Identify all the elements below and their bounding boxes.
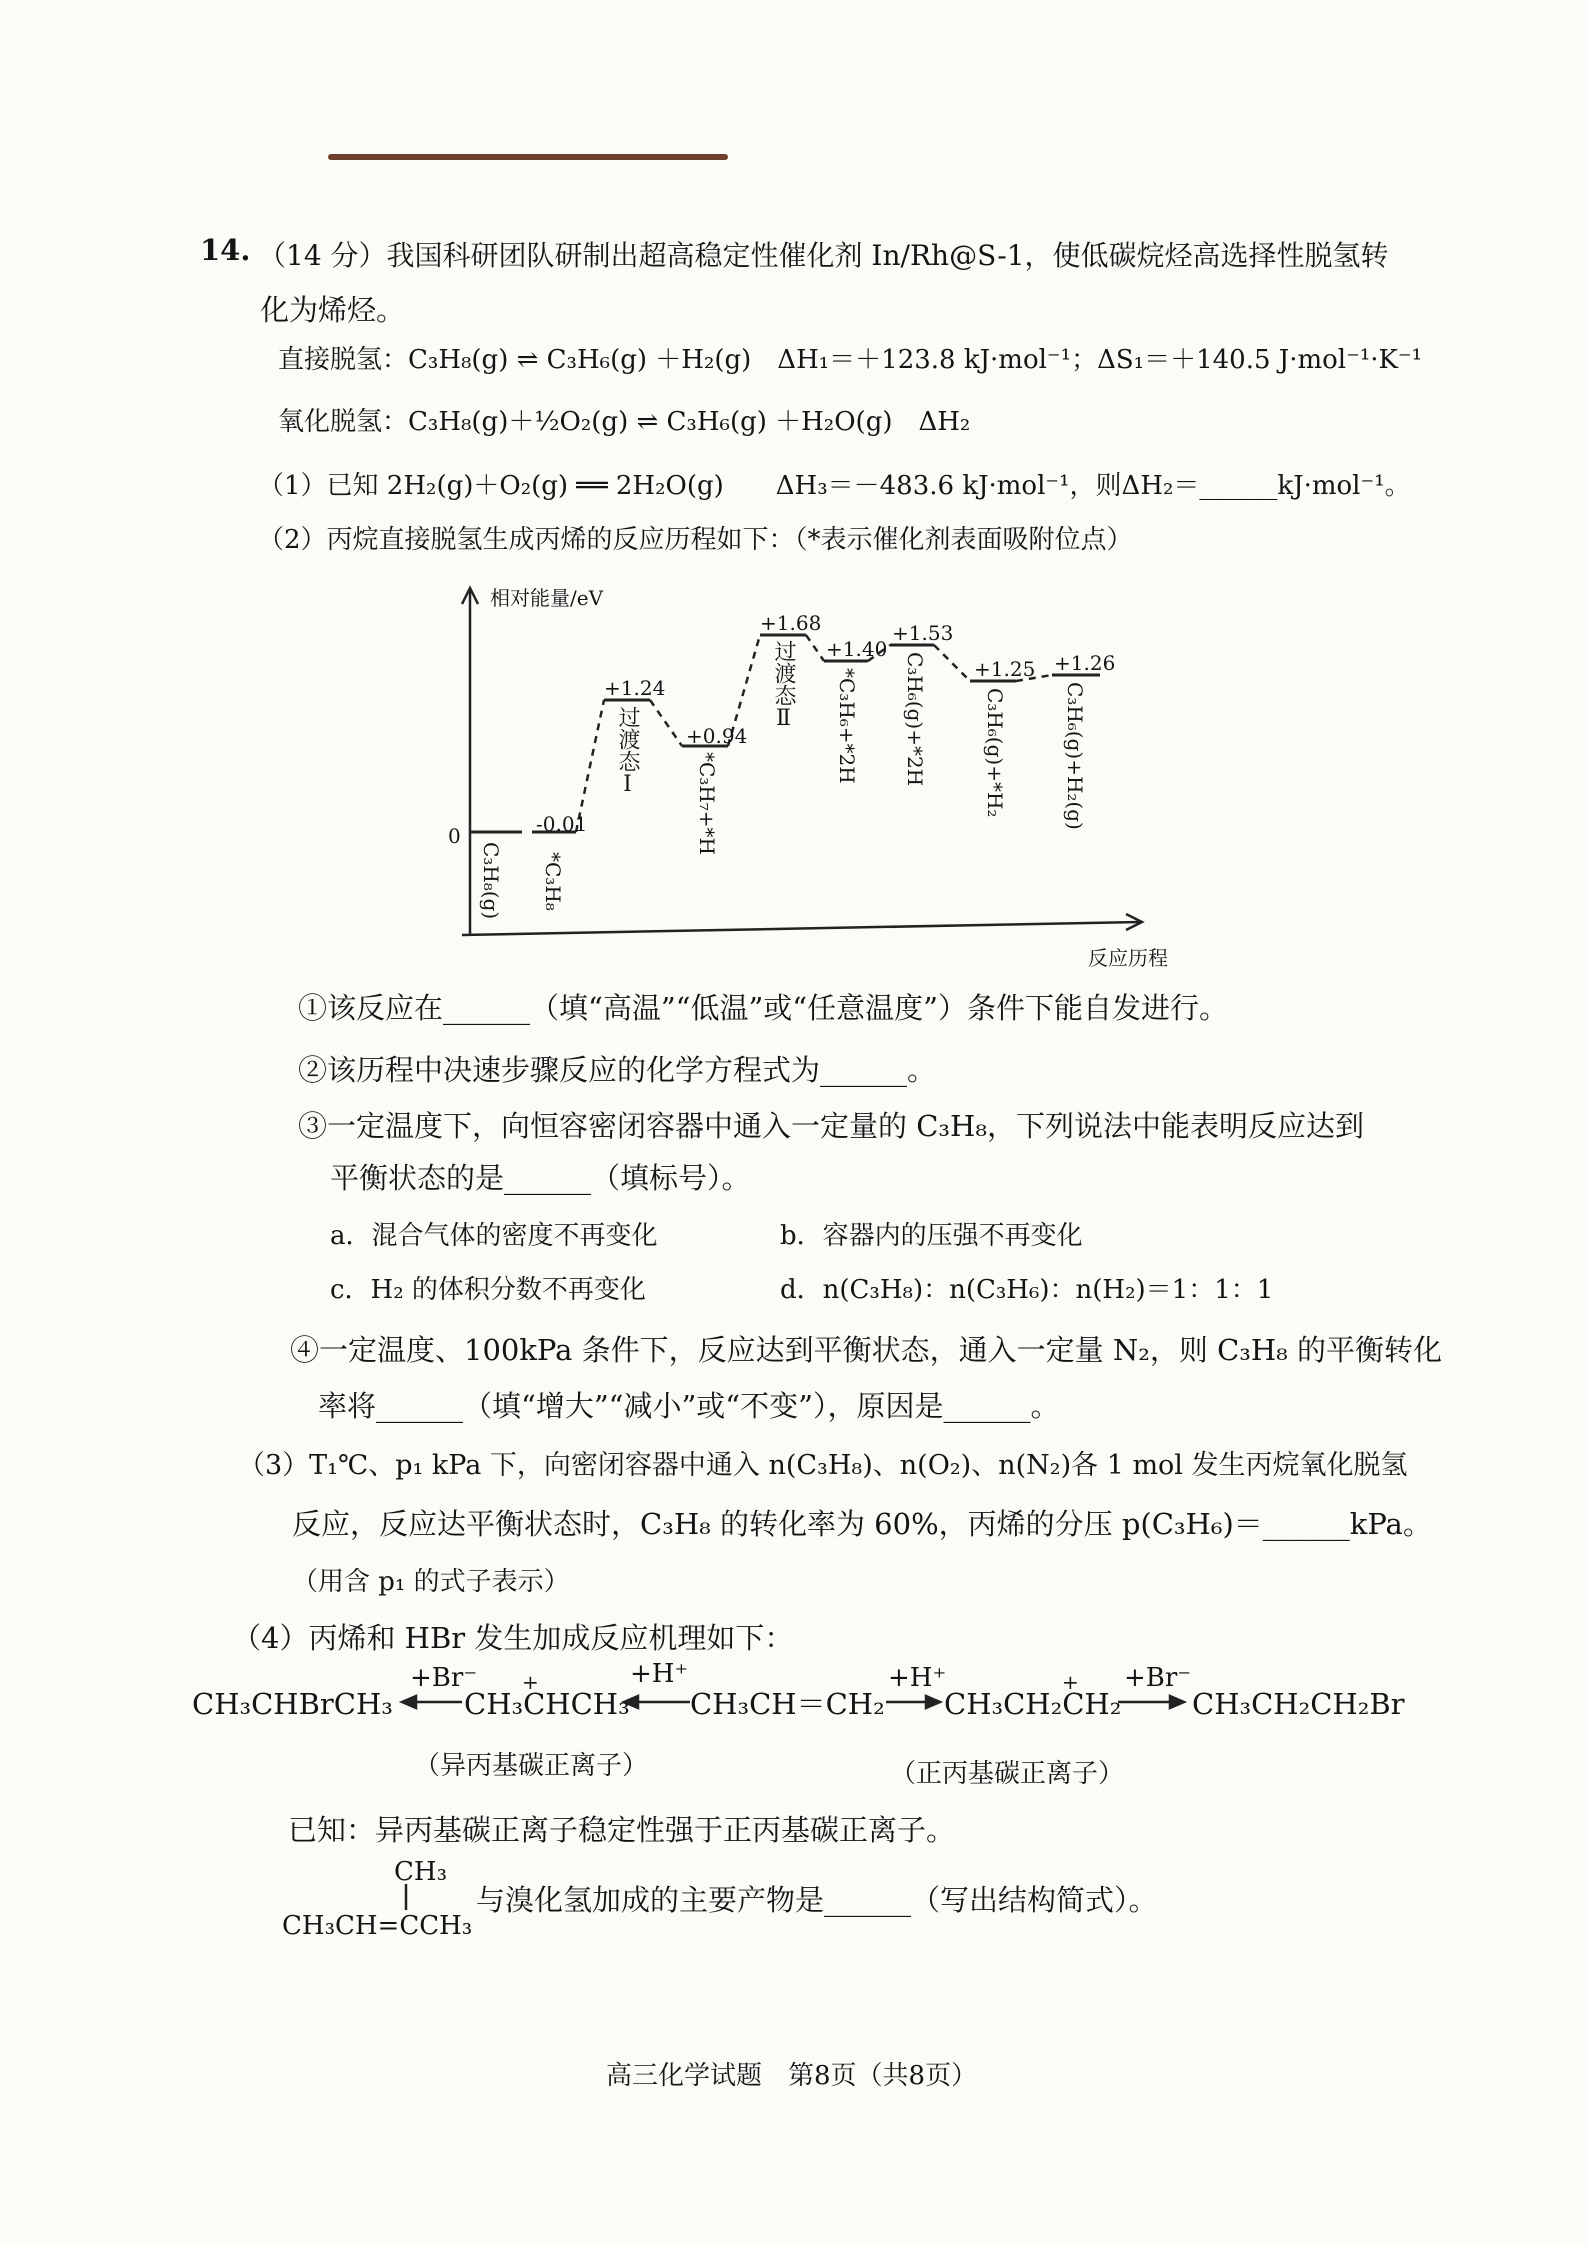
- sub-q1: ①该反应在______（填“高温”“低温”或“任意温度”）条件下能自发进行。: [298, 991, 1228, 1025]
- caption-isopropyl: （异丙基碳正离子）: [414, 1751, 649, 1781]
- mech-propene: CH₃CH＝CH₂: [690, 1687, 885, 1721]
- sub-q4-line2: 率将______（填“增大”“减小”或“不变”），原因是______。: [318, 1389, 1060, 1423]
- species-c3h6-2h: *C₃H₆+*2H: [835, 668, 859, 784]
- mech-isopropyl-cation: CH₃CHCH₃: [464, 1687, 630, 1721]
- intro-line-2: 化为烯烃。: [260, 293, 406, 327]
- level-b: +1.24: [604, 676, 666, 700]
- species-c3h7-h: *C₃H₇+*H: [695, 752, 719, 855]
- part-4-question: 与溴化氢加成的主要产物是______（写出结构简式）。: [476, 1883, 1158, 1917]
- reagent-br-2: +Br⁻: [1124, 1663, 1192, 1693]
- sub-q4-line1: ④一定温度、100kPa 条件下，反应达到平衡状态，通入一定量 N₂，则 C₃H₈ 的平衡转化: [290, 1333, 1443, 1367]
- reagent-h-2: +H⁺: [888, 1663, 947, 1693]
- sub-q3-line2: 平衡状态的是______（填标号）。: [330, 1161, 751, 1195]
- methyl-branch: CH₃: [394, 1857, 447, 1887]
- species-ts2: 过渡态Ⅱ: [771, 640, 796, 731]
- option-d: d．n(C₃H₈)：n(C₃H₆)：n(H₂)＝1：1：1: [780, 1275, 1274, 1305]
- species-c3h6g-h2g: C₃H₆(g)+H₂(g): [1063, 682, 1087, 830]
- mech-propyl-cation: CH₃CH₂CH₂: [944, 1687, 1122, 1721]
- zero-label: 0: [448, 824, 461, 848]
- mech-isopropyl-bromide: CH₃CHBrCH₃: [192, 1687, 393, 1721]
- reagent-h-1: +H⁺: [630, 1659, 689, 1689]
- charge-propyl: +: [1062, 1670, 1079, 1694]
- option-a: a．混合气体的密度不再变化: [330, 1221, 658, 1251]
- species-c3h6g-2h: C₃H₆(g)+*2H: [903, 652, 927, 787]
- level-d: +1.68: [760, 611, 822, 635]
- x-axis-label: 反应历程: [1088, 946, 1168, 970]
- mech-propyl-bromide: CH₃CH₂CH₂Br: [1192, 1687, 1405, 1721]
- option-b: b．容器内的压强不再变化: [780, 1221, 1083, 1251]
- part-1: （1）已知 2H₂(g)＋O₂(g) ══ 2H₂O(g) ΔH₃＝－483.6 kJ·mol⁻¹，则ΔH₂＝______kJ·mol⁻¹。: [258, 471, 1411, 501]
- part-2-intro: （2）丙烷直接脱氢生成丙烯的反应历程如下：（*表示催化剂表面吸附位点）: [258, 525, 1133, 555]
- part-3-line3: （用含 p₁ 的式子表示）: [292, 1567, 570, 1597]
- question-number: 14.: [200, 233, 251, 267]
- level-e: +1.40: [826, 637, 888, 661]
- level-c: +0.94: [686, 724, 748, 748]
- sub-q3-line1: ③一定温度下，向恒容密闭容器中通入一定量的 C₃H₈，下列说法中能表明反应达到: [298, 1109, 1364, 1143]
- page-footer: 高三化学试题 第8页（共8页）: [606, 2061, 978, 2091]
- substrate-structure: CH₃CH=CCH₃: [282, 1911, 473, 1941]
- part-3-line1: （3）T₁℃、p₁ kPa 下，向密闭容器中通入 n(C₃H₈)、n(O₂)、n(N₂)各 1 mol 发生丙烷氧化脱氢: [238, 1450, 1408, 1481]
- species-c3h6g-h2ads: C₃H₆(g)+*H₂: [983, 688, 1007, 818]
- species-c3h8-gas: C₃H₈(g): [479, 842, 503, 920]
- caption-propyl: （正丙基碳正离子）: [890, 1759, 1125, 1789]
- species-ts1: 过渡态Ⅰ: [615, 706, 640, 797]
- oxidative-dehydrogenation: 氧化脱氢：C₃H₈(g)＋½O₂(g) ⇌ C₃H₆(g) ＋H₂O(g) ΔH₂: [278, 407, 971, 437]
- option-c: c．H₂ 的体积分数不再变化: [330, 1275, 646, 1305]
- direct-dehydrogenation: 直接脱氢：C₃H₈(g) ⇌ C₃H₆(g) ＋H₂(g) ΔH₁＝＋123.8 kJ·mol⁻¹；ΔS₁＝＋140.5 J·mol⁻¹·K⁻¹: [278, 345, 1423, 375]
- part-4-intro: （4）丙烯和 HBr 发生加成反应机理如下：: [232, 1621, 794, 1655]
- y-axis-label: 相对能量/eV: [490, 586, 604, 610]
- charge-isopropyl: +: [522, 1670, 539, 1694]
- intro-line-1: （14 分）我国科研团队研制出超高稳定性催化剂 In/Rh@S-1，使低碳烷烃高选择性脱氢转: [258, 239, 1389, 272]
- species-c3h8-ads: *C₃H₈: [541, 852, 565, 911]
- reagent-br-1: +Br⁻: [410, 1663, 478, 1693]
- level-h: +1.26: [1054, 651, 1116, 675]
- level-g: +1.25: [974, 657, 1036, 681]
- level-f: +1.53: [892, 621, 954, 645]
- known-statement: 已知：异丙基碳正离子稳定性强于正丙基碳正离子。: [288, 1813, 956, 1847]
- level-a: -0.01: [536, 812, 588, 836]
- sub-q2: ②该历程中决速步骤反应的化学方程式为______。: [298, 1053, 937, 1087]
- part-3-line2: 反应，反应达平衡状态时，C₃H₈ 的转化率为 60%，丙烯的分压 p(C₃H₆)＝______kPa。: [292, 1507, 1432, 1541]
